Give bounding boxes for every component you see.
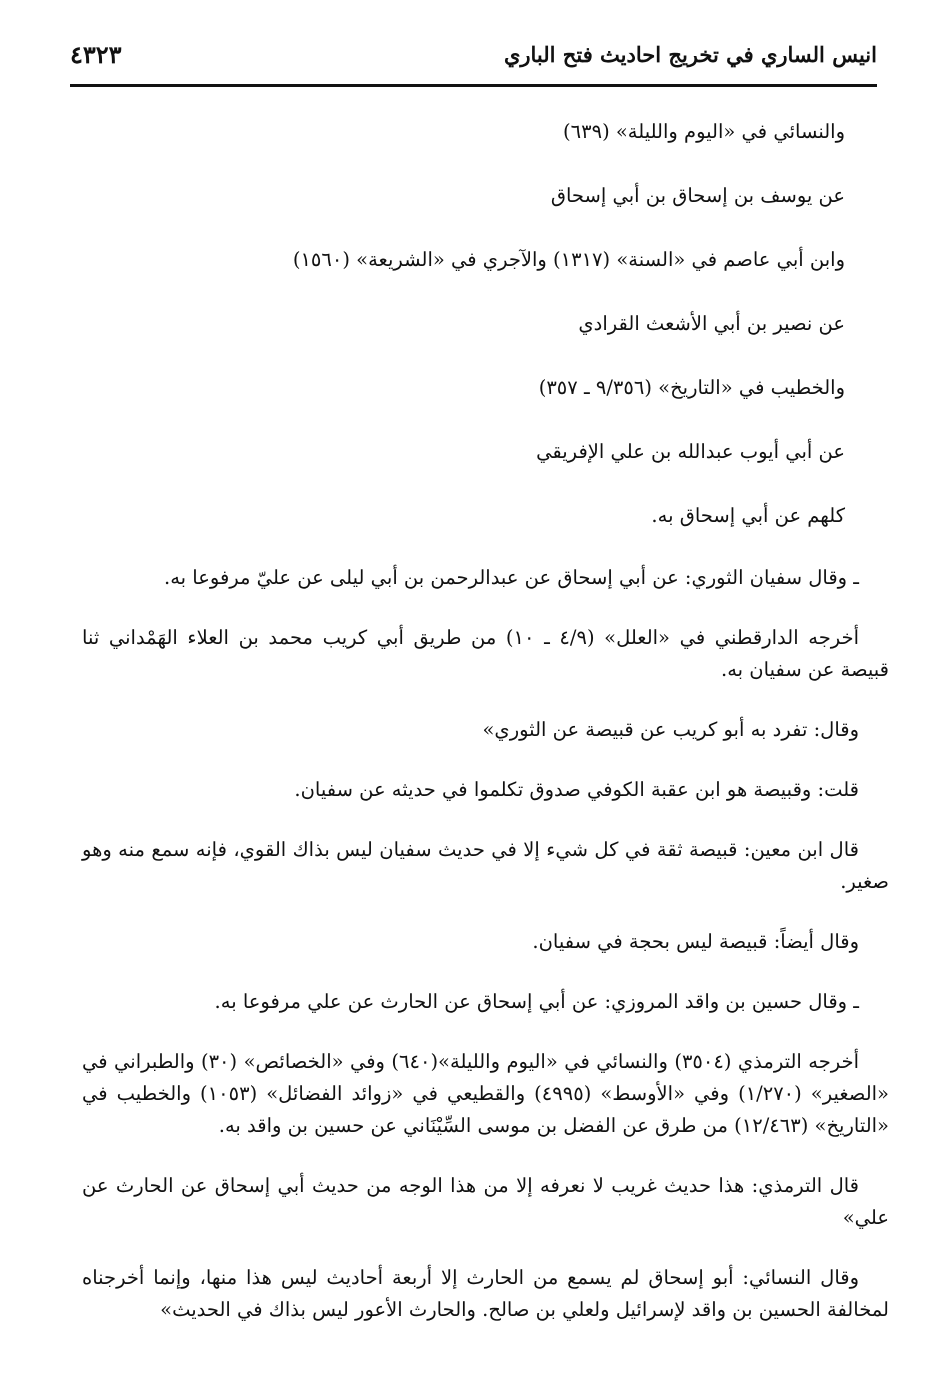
paragraph: قال الترمذي: هذا حديث غريب لا نعرفه إلا من هذا الوجه من حديث أبي إسحاق عن الحارث عن علي» (82, 1174, 889, 1229)
paragraph: أخرجه الترمذي (٣٥٠٤) والنسائي في «اليوم والليلة»(٦٤٠) وفي «الخصائص» (٣٠) والطبراني في «الصغير» (١/٢٧٠) وفي «الأوسط» (٤٩٩٥) والقطيعي في «زوائد الفضائل» (١٠٥٣) والخطيب في «التاريخ» (١٢/٤٦٣) من طرق عن الفضل بن موسى السِّيْنَاني عن حسين بن واقد به. (82, 1050, 889, 1137)
paragraph: قال ابن معين: قبيصة ثقة في كل شيء إلا في حديث سفيان ليس بذاك القوي، فإنه سمع منه وهو صغير. (82, 838, 889, 893)
text-line: والخطيب في «التاريخ» (٩/٣٥٦ ـ ٣٥٧) (538, 376, 845, 399)
paragraph: ـ وقال حسين بن واقد المروزي: عن أبي إسحاق عن الحارث عن علي مرفوعا به. (214, 990, 859, 1013)
paragraph: وقال النسائي: أبو إسحاق لم يسمع من الحارث إلا أربعة أحاديث ليس هذا منها، وإنما أخرجناه لمخالفة الحسين بن واقد لإسرائيل ولعلي بن صالح. والحارث الأعور ليس بذاك في الحديث» (82, 1266, 889, 1321)
book-title: انيس الساري في تخريج احاديث فتح الباري (503, 42, 877, 67)
page-number: ٤٣٢٣ (70, 40, 122, 69)
paragraph: أخرجه الدارقطني في «العلل» (٤/٩ ـ ١٠) من طريق أبي كريب محمد بن العلاء الهَمْداني ثنا قبيصة عن سفيان به. (82, 626, 889, 681)
paragraph: وقال أيضاً: قبيصة ليس بحجة في سفيان. (532, 930, 859, 953)
header-divider (70, 84, 877, 87)
page-body (82, 100, 889, 1340)
paragraph: ـ وقال سفيان الثوري: عن أبي إسحاق عن عبدالرحمن بن أبي ليلى عن عليّ مرفوعا به. (164, 566, 859, 589)
text-line: وابن أبي عاصم في «السنة» (١٣١٧) والآجري في «الشريعة» (١٥٦٠) (292, 248, 845, 271)
paragraph: قلت: وقبيصة هو ابن عقبة الكوفي صدوق تكلموا في حديثه عن سفيان. (294, 778, 859, 801)
text-line: كلهم عن أبي إسحاق به. (651, 504, 845, 527)
text-line: عن نصير بن أبي الأشعث القرادي (578, 312, 845, 335)
paragraph: وقال: تفرد به أبو كريب عن قبيصة عن الثوري» (482, 718, 859, 741)
text-line: عن يوسف بن إسحاق بن أبي إسحاق (550, 184, 845, 207)
running-header (70, 38, 877, 86)
text-line: عن أبي أيوب عبدالله بن علي الإفريقي (536, 440, 845, 463)
text-line: والنسائي في «اليوم والليلة» (٦٣٩) (563, 120, 845, 143)
